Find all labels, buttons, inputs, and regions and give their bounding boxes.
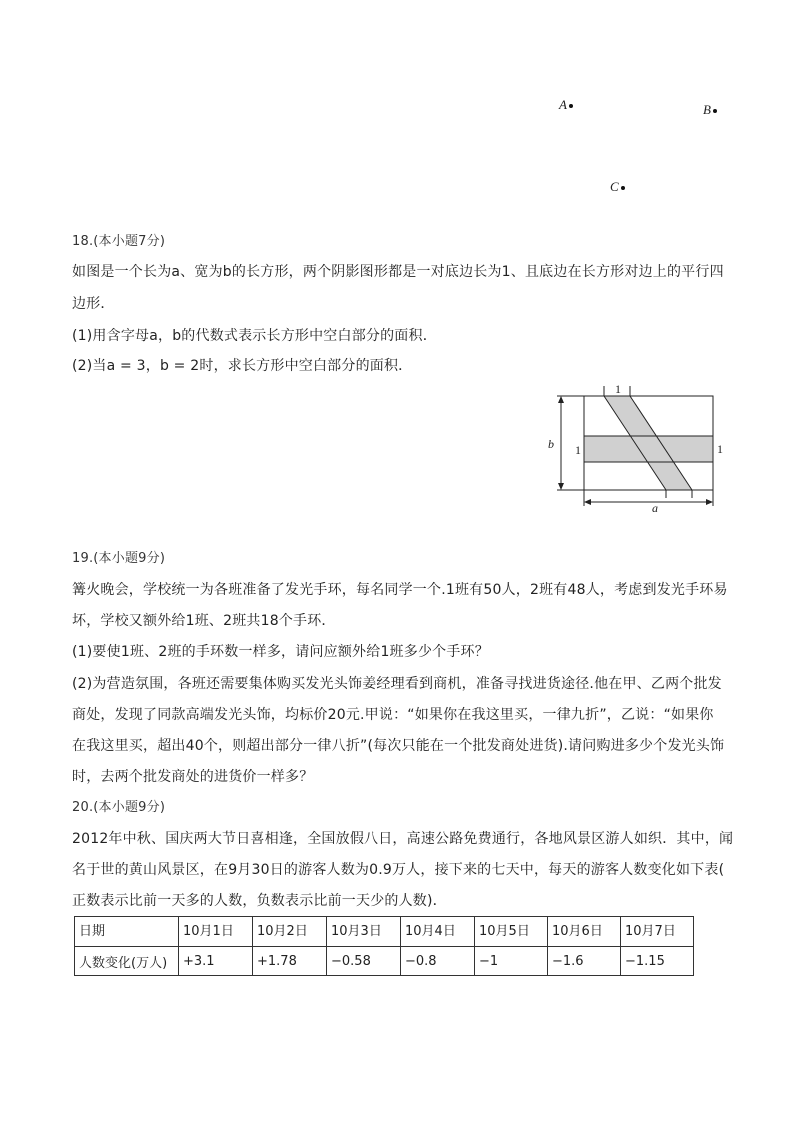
q20-header: 20.(本小题9分) [72,800,166,815]
point-c-label: C [610,179,619,194]
b-arrowhead-top [558,396,564,403]
q18-text-line1: 如图是一个长为a、宽为b的长方形，两个阴影图形都是一对底边长为1、且底边在长方形对边上的平行四 [72,264,724,280]
table-cell-change: +1.78 [253,947,327,976]
table-header-date-label: 日期 [75,917,179,947]
a-arrowhead-left [584,499,591,505]
table-cell-change: −1.15 [621,947,694,976]
q19-line2: 坏，学校又额外给1班、2班共18个手环． [72,613,336,629]
table-cell-change: −0.8 [401,947,475,976]
q20-line2: 名于世的黄山风景区，在9月30日的游客人数为0.9万人，接下来的七天中，每天的游客人数变化如下表( [72,862,725,878]
b-arrowhead-bottom [558,483,564,490]
table-cell-date: 10月3日 [327,917,401,947]
figure-label-b: b [548,437,554,451]
q18-rectangle-figure [548,382,728,514]
table-cell-date: 10月5日 [475,917,548,947]
table-cell-date: 10月4日 [401,917,475,947]
point-b-label: B [703,102,711,117]
a-arrowhead-right [706,499,713,505]
table-row-dates [75,917,694,947]
table-cell-date: 10月6日 [548,917,621,947]
figure-label-a: a [652,501,658,514]
q18-part1: (1)用含字母a，b的代数式表示长方形中空白部分的面积． [72,328,437,344]
q19-part2-line4: 时，去两个批发商处的进货价一样多？ [72,769,314,785]
q19-header: 19.(本小题9分) [72,551,166,566]
table-cell-date: 10月7日 [621,917,694,947]
table-cell-date: 10月2日 [253,917,327,947]
table-header-change-label: 人数变化(万人) [75,947,179,976]
table-cell-change: −1 [475,947,548,976]
point-c [610,179,625,195]
point-a-label: A [559,97,567,112]
table-cell-change: −1.6 [548,947,621,976]
q20-line1: 2012年中秋、国庆两大节日喜相逢，全国放假八日，高速公路免费通行，各地风景区游人如织．其中，闻 [72,831,734,847]
figure-label-top-1: 1 [615,382,621,396]
q18-part2: (2)当a = 3，b = 2时，求长方形中空白部分的面积． [72,358,413,374]
point-b-dot [713,109,717,113]
figure-label-left-1: 1 [575,443,581,457]
q18-text-line2: 边形． [72,296,115,312]
q19-line1: 篝火晚会，学校统一为各班准备了发光手环，每名同学一个.1班有50人，2班有48人，考虑到发光手环易 [72,582,728,598]
point-c-dot [621,186,625,190]
table-cell-date: 10月1日 [179,917,253,947]
table-cell-change: +3.1 [179,947,253,976]
q19-part2-line2: 商处，发现了同款高端发光头饰，均标价20元.甲说：“如果你在我这里买，一律九折”，乙说：“如果你 [72,707,714,723]
q19-part1: (1)要使1班、2班的手环数一样多，请问应额外给1班多少个手环？ [72,644,489,660]
table-cell-change: −0.58 [327,947,401,976]
visitor-change-table [74,916,694,976]
point-a [559,97,573,113]
figure-label-right-1: 1 [717,442,723,456]
q19-part2-line1: (2)为营造氛围，各班还需要集体购买发光头饰姜经理看到商机，准备寻找进货途径.他在甲、乙两个批发 [72,676,722,692]
q19-part2-line3: 在我这里买，超出40个，则超出部分一律八折”(每次只能在一个批发商处进货).请问购进多少个发光头饰 [72,738,725,754]
q18-header: 18.(本小题7分) [72,234,166,249]
point-a-dot [569,104,573,108]
point-b [703,102,717,118]
table-row-changes [75,947,694,976]
q20-line3: 正数表示比前一天多的人数，负数表示比前一天少的人数)． [72,893,447,909]
